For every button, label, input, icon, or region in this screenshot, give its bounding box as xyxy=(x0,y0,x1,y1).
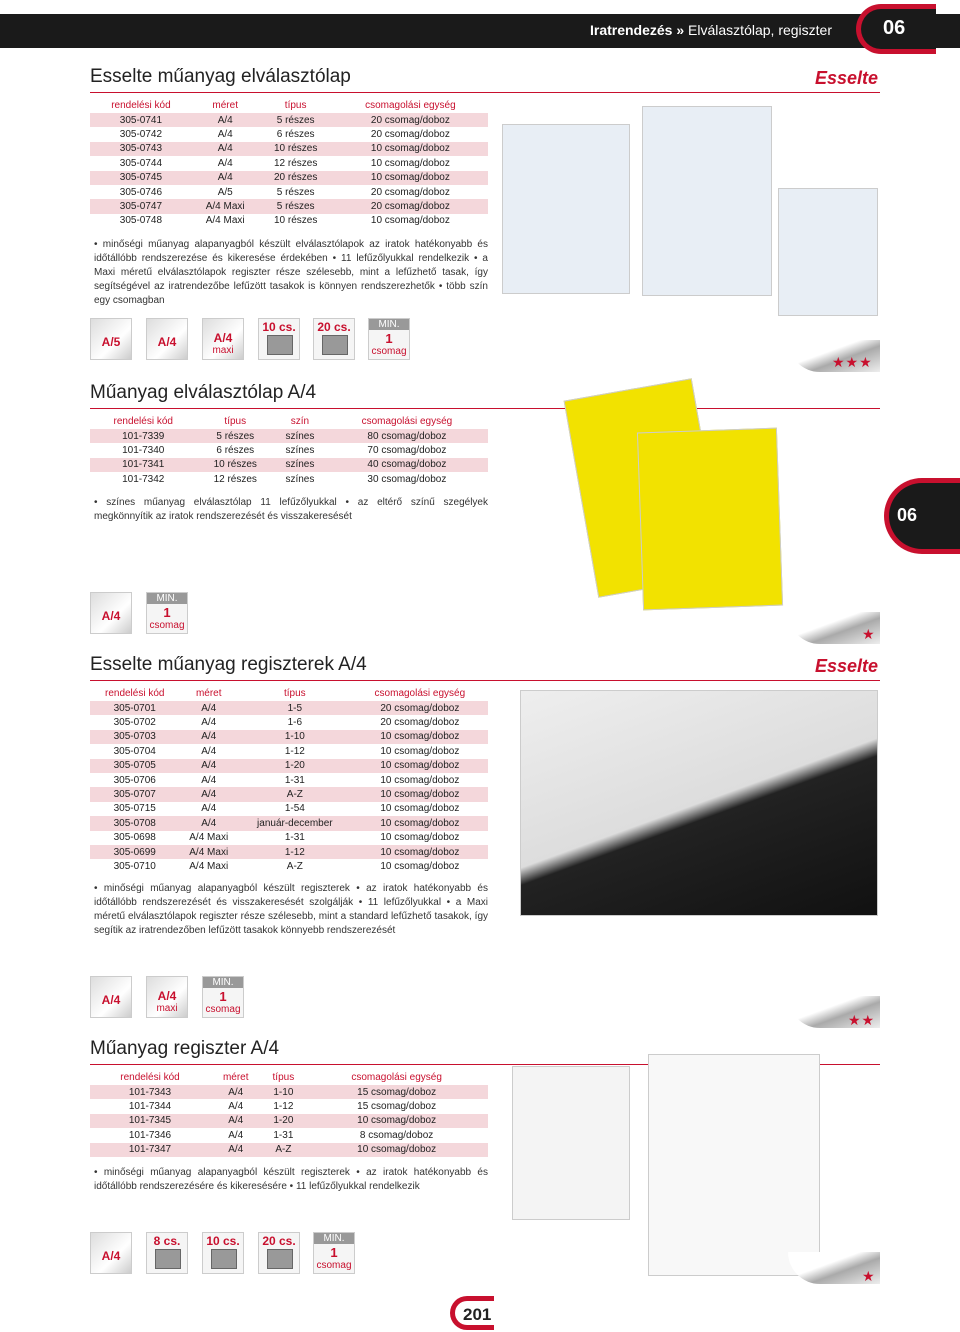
table-cell: A/4 xyxy=(192,127,259,141)
table-cell: A/4 xyxy=(179,787,238,801)
column-header: rendelési kód xyxy=(113,416,173,427)
table-row xyxy=(90,142,488,156)
section-rule xyxy=(90,680,880,681)
product-table xyxy=(90,686,488,874)
a4-label: A/4 xyxy=(101,1249,121,1263)
section-title: Esselte műanyag regiszterek A/4 xyxy=(90,654,367,675)
table-cell: 101-7342 xyxy=(90,472,196,486)
product-description: • minőségi műanyag alapanyagból készült regiszterek • az iratok hatékonyabb és időtállóbb rendszerezését és visszakeresését szolgálják • 11 lefűzőlyukkal • a Maxi méretű elválasztólapok regiszter része szélesebb, mint a standard lefűzhető tasakok, így segítik az iratrendezőben lefűzött tasakok könnyebb rendszerezését xyxy=(94,883,488,936)
section-rule xyxy=(90,408,880,409)
page-number xyxy=(450,1296,494,1330)
table-row xyxy=(90,802,488,816)
page-header xyxy=(0,0,960,48)
table-cell: 1-20 xyxy=(262,1114,306,1128)
table-cell: 101-7347 xyxy=(90,1143,210,1157)
esselte-logo: Esselte xyxy=(814,68,878,88)
a5-label: A/5 xyxy=(101,335,121,349)
section-title: Műanyag elválasztólap A/4 xyxy=(90,382,317,403)
product-photo xyxy=(502,124,630,294)
table-cell: 305-0710 xyxy=(90,859,179,873)
table-cell: A/4 xyxy=(179,701,238,715)
table-cell: 5 részes xyxy=(259,113,333,127)
rating-stars: ★ xyxy=(862,626,876,642)
table-cell: 6 részes xyxy=(259,127,333,141)
pack-8-icon xyxy=(146,1232,188,1274)
table-cell: A/4 Maxi xyxy=(192,214,259,228)
table-cell: 20 csomag/doboz xyxy=(352,715,488,729)
table-cell: 305-0702 xyxy=(90,715,179,729)
table-cell: 305-0744 xyxy=(90,156,192,170)
table-row xyxy=(90,458,488,472)
min-unit: csomag xyxy=(149,620,185,631)
table-row xyxy=(90,156,488,170)
table-header-row xyxy=(90,98,488,113)
table-row xyxy=(90,113,488,127)
min-unit: csomag xyxy=(371,346,407,357)
table-cell: A/5 xyxy=(192,185,259,199)
table-cell: 10 csomag/doboz xyxy=(352,802,488,816)
column-header: méret xyxy=(222,1072,249,1083)
table-cell: 305-0707 xyxy=(90,787,179,801)
table-cell: 20 csomag/doboz xyxy=(333,127,488,141)
table-header-row xyxy=(90,1070,488,1085)
table-row xyxy=(90,715,488,729)
table-cell: 1-10 xyxy=(262,1085,306,1099)
table-header-row xyxy=(90,686,488,701)
table-cell: 12 részes xyxy=(196,472,274,486)
table-cell: A/4 Maxi xyxy=(179,859,238,873)
table-row xyxy=(90,1099,488,1113)
table-cell: 20 csomag/doboz xyxy=(333,199,488,213)
table-cell: 10 csomag/doboz xyxy=(352,816,488,830)
minimum-order-icon xyxy=(313,1232,355,1274)
min-qty: 1 xyxy=(219,989,227,1004)
product-photo xyxy=(637,428,783,611)
table-cell: színes xyxy=(274,429,326,443)
a4-format-icon xyxy=(90,1232,132,1274)
table-row xyxy=(90,171,488,185)
table-cell: 10 csomag/doboz xyxy=(305,1143,488,1157)
maxi-label: maxi xyxy=(156,1003,178,1014)
table-cell: A/4 Maxi xyxy=(179,831,238,845)
minimum-order-icon xyxy=(146,592,188,634)
box-icon xyxy=(211,1249,237,1269)
table-cell: 20 csomag/doboz xyxy=(333,113,488,127)
table-cell: A/4 Maxi xyxy=(192,199,259,213)
table-cell: színes xyxy=(274,443,326,457)
product-photo xyxy=(648,1054,820,1276)
table-cell: színes xyxy=(274,458,326,472)
column-header: csomagolási egység xyxy=(361,416,453,427)
table-cell: 15 csomag/doboz xyxy=(305,1085,488,1099)
a4-label: A/4 xyxy=(213,331,233,345)
table-row xyxy=(90,1114,488,1128)
column-header: típus xyxy=(272,1072,295,1083)
box-icon xyxy=(322,335,348,355)
table-cell: 305-0715 xyxy=(90,802,179,816)
table-cell: 1-6 xyxy=(238,715,352,729)
product-photo xyxy=(520,690,878,916)
table-cell: 10 csomag/doboz xyxy=(352,859,488,873)
box-icon xyxy=(267,1249,293,1269)
column-header: rendelési kód xyxy=(120,1072,180,1083)
table-cell: A/4 xyxy=(192,142,259,156)
table-cell: 15 csomag/doboz xyxy=(305,1099,488,1113)
column-header: rendelési kód xyxy=(104,688,165,699)
table-cell: 10 csomag/doboz xyxy=(352,744,488,758)
a4-maxi-format-icon xyxy=(202,318,244,360)
table-cell: A/4 xyxy=(210,1128,262,1142)
table-cell: 305-0704 xyxy=(90,744,179,758)
pack-10-icon xyxy=(258,318,300,360)
column-header: típus xyxy=(284,688,306,699)
pack-20-icon xyxy=(258,1232,300,1274)
table-cell: 1-31 xyxy=(238,831,352,845)
table-cell: 305-0705 xyxy=(90,759,179,773)
table-cell: 8 csomag/doboz xyxy=(305,1128,488,1142)
table-cell: 80 csomag/doboz xyxy=(326,429,488,443)
minimum-order-icon xyxy=(368,318,410,360)
column-header: rendelési kód xyxy=(111,100,171,111)
minimum-order-icon xyxy=(202,976,244,1018)
product-table xyxy=(90,1070,488,1157)
pack-label: 10 cs. xyxy=(206,1234,240,1248)
table-cell: 101-7346 xyxy=(90,1128,210,1142)
table-cell: 1-5 xyxy=(238,701,352,715)
table-cell: 10 csomag/doboz xyxy=(352,730,488,744)
page-number-text: 201 xyxy=(463,1305,492,1324)
column-header: szín xyxy=(290,416,310,427)
table-cell: 1-31 xyxy=(238,773,352,787)
product-photo xyxy=(778,188,878,316)
a4-format-icon xyxy=(90,592,132,634)
pack-20-icon xyxy=(313,318,355,360)
column-header: csomagolási egység xyxy=(351,1072,442,1083)
table-row xyxy=(90,859,488,873)
table-row xyxy=(90,1128,488,1142)
table-row xyxy=(90,744,488,758)
a4-format-icon xyxy=(146,318,188,360)
table-cell: A/4 xyxy=(179,759,238,773)
a4-label: A/4 xyxy=(157,335,177,349)
min-label: MIN. xyxy=(314,1233,354,1244)
product-table xyxy=(90,414,488,487)
column-header: méret xyxy=(212,100,238,111)
table-row xyxy=(90,701,488,715)
rating-stars: ★ xyxy=(862,1268,876,1284)
table-cell: 1-31 xyxy=(262,1128,306,1142)
table-cell: 1-20 xyxy=(238,759,352,773)
product-description: • minőségi műanyag alapanyagból készült elválasztólapok az iratok hatékonyabb és időtállóbb rendszerezése és kikeresése érdekében • 11 lefűzőlyukkal rendelkezik • a Maxi méretű elválasztólapok regiszter része szélesebb, mint a lefűzhető tasak, így segítségével az iratrendezőbe lefűzött tasakok is könnyen rendszerezhetők • több szín egy csomagban xyxy=(94,239,488,306)
table-cell: 101-7340 xyxy=(90,443,196,457)
table-cell: 10 csomag/doboz xyxy=(333,156,488,170)
table-cell: 101-7344 xyxy=(90,1099,210,1113)
esselte-logo: Esselte xyxy=(814,656,878,676)
pack-label: 20 cs. xyxy=(262,1234,296,1248)
column-header: típus xyxy=(224,416,247,427)
table-cell: 101-7339 xyxy=(90,429,196,443)
table-cell: 305-0747 xyxy=(90,199,192,213)
table-cell: 40 csomag/doboz xyxy=(326,458,488,472)
table-cell: 10 részes xyxy=(196,458,274,472)
breadcrumb-subsection: Elválasztólap, regiszter xyxy=(684,22,832,38)
table-cell: 1-12 xyxy=(262,1099,306,1113)
table-cell: színes xyxy=(274,472,326,486)
table-cell: 305-0701 xyxy=(90,701,179,715)
a4-format-icon xyxy=(90,976,132,1018)
column-header: méret xyxy=(195,688,222,699)
table-cell: 10 csomag/doboz xyxy=(352,787,488,801)
table-cell: 305-0748 xyxy=(90,214,192,228)
table-row xyxy=(90,1143,488,1157)
a4-label: A/4 xyxy=(157,989,177,1003)
table-cell: 305-0741 xyxy=(90,113,192,127)
product-table xyxy=(90,98,488,228)
table-cell: A/4 xyxy=(179,744,238,758)
table-cell: A/4 xyxy=(179,715,238,729)
min-label: MIN. xyxy=(147,593,187,604)
table-cell: 305-0706 xyxy=(90,773,179,787)
table-cell: A/4 xyxy=(179,816,238,830)
min-unit: csomag xyxy=(205,1004,241,1015)
table-cell: 101-7343 xyxy=(90,1085,210,1099)
box-icon xyxy=(267,335,293,355)
table-cell: 10 csomag/doboz xyxy=(352,773,488,787)
min-qty: 1 xyxy=(330,1245,338,1260)
table-cell: A/4 xyxy=(179,773,238,787)
table-cell: A-Z xyxy=(238,859,352,873)
table-row xyxy=(90,214,488,228)
box-icon xyxy=(155,1249,181,1269)
min-label: MIN. xyxy=(203,977,243,988)
pack-10-icon xyxy=(202,1232,244,1274)
section-rule xyxy=(90,92,880,93)
table-cell: A/4 xyxy=(192,171,259,185)
table-cell: 1-54 xyxy=(238,802,352,816)
a4-maxi-format-icon xyxy=(146,976,188,1018)
section-title: Esselte műanyag elválasztólap xyxy=(90,66,351,87)
table-row xyxy=(90,127,488,141)
side-chapter-tab xyxy=(884,478,960,554)
table-cell: 305-0745 xyxy=(90,171,192,185)
rating-stars: ★★ xyxy=(848,1012,876,1028)
table-cell: 101-7341 xyxy=(90,458,196,472)
table-cell: 20 csomag/doboz xyxy=(333,185,488,199)
table-row xyxy=(90,472,488,486)
table-cell: 10 csomag/doboz xyxy=(352,845,488,859)
table-cell: január-december xyxy=(238,816,352,830)
table-cell: 5 részes xyxy=(259,199,333,213)
table-cell: 30 csomag/doboz xyxy=(326,472,488,486)
rating-stars: ★★★ xyxy=(832,354,873,370)
table-cell: 305-0703 xyxy=(90,730,179,744)
table-cell: 20 részes xyxy=(259,171,333,185)
product-photo xyxy=(512,1066,630,1220)
table-cell: 12 részes xyxy=(259,156,333,170)
table-row xyxy=(90,759,488,773)
product-description: • színes műanyag elválasztólap 11 lefűzőlyukkal • az eltérő színű szegélyek megkönnyítik az iratok rendszerezését és visszakeresését xyxy=(94,497,488,522)
maxi-label: maxi xyxy=(212,345,234,356)
table-cell: 305-0699 xyxy=(90,845,179,859)
chapter-tab xyxy=(856,4,936,54)
table-header-row xyxy=(90,414,488,429)
a4-label: A/4 xyxy=(101,609,121,623)
column-header: típus xyxy=(284,100,307,111)
pack-label: 10 cs. xyxy=(262,320,296,334)
table-row xyxy=(90,185,488,199)
table-cell: 1-12 xyxy=(238,845,352,859)
table-row xyxy=(90,816,488,830)
table-cell: A/4 xyxy=(210,1143,262,1157)
table-cell: 10 csomag/doboz xyxy=(352,759,488,773)
table-cell: 101-7345 xyxy=(90,1114,210,1128)
table-row xyxy=(90,199,488,213)
table-cell: A/4 Maxi xyxy=(179,845,238,859)
table-cell: A/4 xyxy=(192,156,259,170)
min-label: MIN. xyxy=(369,319,409,330)
table-row xyxy=(90,845,488,859)
a5-format-icon xyxy=(90,318,132,360)
table-row xyxy=(90,773,488,787)
breadcrumb-section: Iratrendezés » xyxy=(589,22,685,38)
table-cell: 10 részes xyxy=(259,142,333,156)
side-chapter-number: 06 xyxy=(897,505,918,525)
table-cell: A-Z xyxy=(262,1143,306,1157)
table-cell: 1-12 xyxy=(238,744,352,758)
min-unit: csomag xyxy=(316,1260,352,1271)
table-cell: 1-10 xyxy=(238,730,352,744)
table-cell: 20 csomag/doboz xyxy=(352,701,488,715)
table-cell: 5 részes xyxy=(259,185,333,199)
header-breadcrumb xyxy=(590,22,832,38)
a4-label: A/4 xyxy=(101,993,121,1007)
table-cell: 10 csomag/doboz xyxy=(333,214,488,228)
table-cell: A/4 xyxy=(179,802,238,816)
table-cell: 10 csomag/doboz xyxy=(333,142,488,156)
table-cell: A/4 xyxy=(192,113,259,127)
table-cell: A/4 xyxy=(210,1114,262,1128)
pack-label: 8 cs. xyxy=(153,1234,181,1248)
table-cell: 305-0708 xyxy=(90,816,179,830)
table-cell: A-Z xyxy=(238,787,352,801)
product-photo xyxy=(642,106,772,296)
table-cell: 305-0742 xyxy=(90,127,192,141)
table-cell: 305-0698 xyxy=(90,831,179,845)
table-cell: 10 csomag/doboz xyxy=(352,831,488,845)
pack-label: 20 cs. xyxy=(317,320,351,334)
min-qty: 1 xyxy=(163,605,171,620)
table-cell: 305-0743 xyxy=(90,142,192,156)
min-qty: 1 xyxy=(385,331,393,346)
table-cell: 10 csomag/doboz xyxy=(333,171,488,185)
column-header: csomagolási egység xyxy=(374,688,466,699)
table-cell: A/4 xyxy=(179,730,238,744)
table-cell: 70 csomag/doboz xyxy=(326,443,488,457)
table-cell: A/4 xyxy=(210,1085,262,1099)
table-row xyxy=(90,429,488,443)
table-cell: 305-0746 xyxy=(90,185,192,199)
table-cell: 10 csomag/doboz xyxy=(305,1114,488,1128)
table-cell: 6 részes xyxy=(196,443,274,457)
section-title: Műanyag regiszter A/4 xyxy=(90,1038,280,1059)
table-row xyxy=(90,443,488,457)
table-cell: 5 részes xyxy=(196,429,274,443)
table-row xyxy=(90,831,488,845)
table-row xyxy=(90,787,488,801)
table-cell: 10 részes xyxy=(259,214,333,228)
product-description: • minőségi műanyag alapanyagból készült regiszterek • az iratok hatékonyabb és időtállóbb rendszerezésére és kikeresésére • 11 lefűzőlyukkal rendelkezik xyxy=(94,1167,488,1192)
table-cell: A/4 xyxy=(210,1099,262,1113)
column-header: csomagolási egység xyxy=(365,100,456,111)
chapter-number: 06 xyxy=(883,17,906,39)
table-row xyxy=(90,1085,488,1099)
table-row xyxy=(90,730,488,744)
